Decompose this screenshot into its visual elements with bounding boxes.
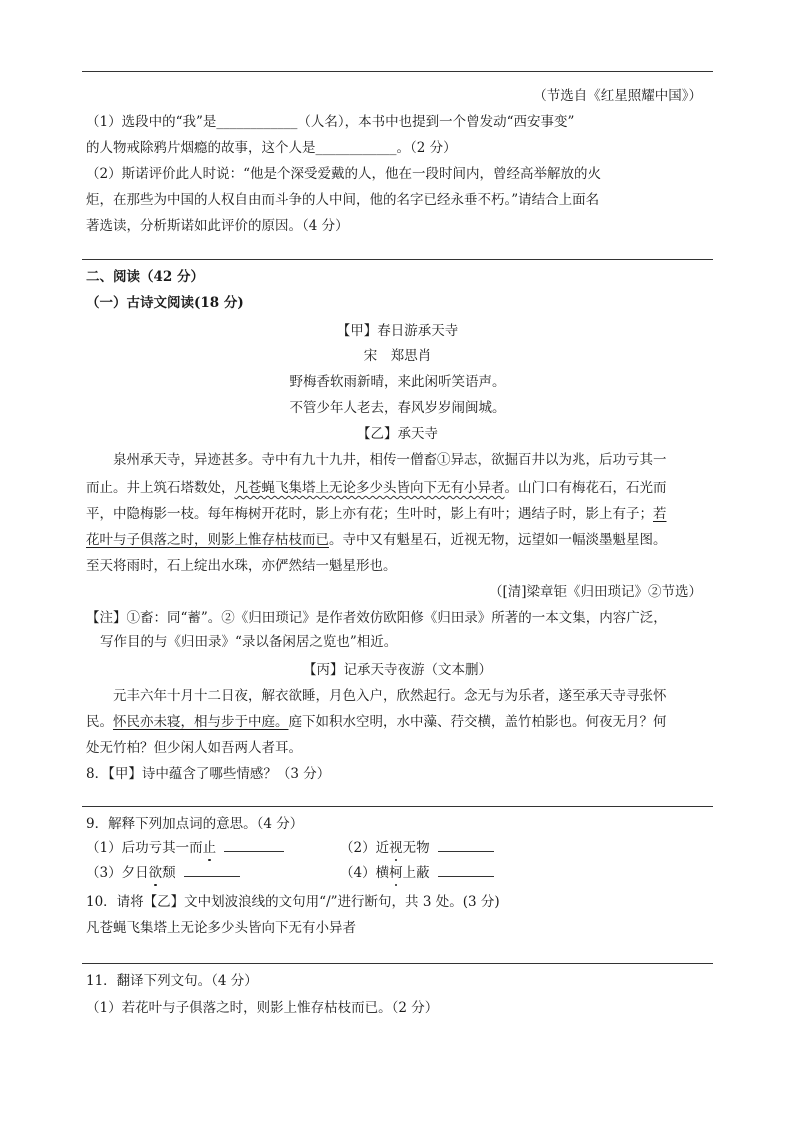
poem-jia-title: 【甲】春日游承天寺: [336, 323, 459, 339]
question-10: 10．请将【乙】文中划波浪线的文句用“/”进行断句，共 3 处。(3 分): [86, 894, 500, 910]
question-10-sentence: 凡苍蝇飞集塔上无论多少头皆向下无有小异者: [86, 920, 356, 936]
poem-jia-line-2: 不管少年人老去，春风岁岁闹闽城。: [289, 400, 506, 416]
question-9: 9．解释下列加点词的意思。（4 分）: [86, 816, 304, 832]
poem-jia-line-1: 野梅香软雨新晴，来此闲听笑语声。: [289, 374, 506, 390]
wavy-underlined-sentence: 凡苍蝇飞集塔上无论多少头皆向下无有小异者: [234, 480, 505, 496]
text-yi-title: 【乙】承天寺: [357, 426, 438, 442]
top-divider: [82, 71, 713, 72]
underlined-sentence: 花叶与子俱落之时，则影上惟存枯枝而已: [86, 532, 329, 548]
answer-blank[interactable]: [224, 841, 284, 852]
answer-blank[interactable]: [438, 841, 494, 852]
text-yi-line-4: 花叶与子俱落之时，则影上惟存枯枝而已。寺中又有魁星石，近视无物，远望如一幅淡墨魁星图。: [86, 532, 667, 548]
text-yi-line-3: 平，中隐梅影一枝。每年梅树开花时，影上亦有花；生叶时，影上有叶；遇结子时，影上有子；若: [86, 506, 667, 522]
question-2-line-3: 著选读，分析斯诺如此评价的原因。（4 分）: [86, 218, 349, 234]
text-bing-line-2: 民。怀民亦未寝，相与步于中庭。庭下如积水空明，水中藻、荇交横，盖竹柏影也。何夜无月？何: [86, 714, 667, 730]
text-yi-line-1: 泉州承天寺，异迹甚多。寺中有九十九井，相传一僧畜①异志，欲掘百井以为兆，后功亏其一: [113, 452, 667, 468]
source-citation: （节选自《红星照耀中国》）: [533, 88, 702, 104]
answer-line: [82, 806, 713, 807]
question-2-line-1: （2）斯诺评价此人时说：“他是个深受爱戴的人，他在一段时间内，曾经高举解放的火: [86, 166, 601, 182]
answer-blank[interactable]: [438, 866, 494, 877]
underlined-sentence: 怀民亦未寝，相与步于中庭。: [113, 714, 289, 730]
text-yi-note-2: 写作目的与《归田录》“录以备闲居之览也”相近。: [100, 634, 398, 650]
question-9-4: （4）横柯上蔽: [340, 866, 494, 881]
text-bing-line-3: 处无竹柏？但少闲人如吾两人者耳。: [86, 740, 302, 756]
question-9-2: （2）近视无物: [340, 841, 494, 856]
question-1-line-1: （1）选段中的“我”是____________（人名），本书中也提到一个曾发动“西安事变”: [86, 114, 575, 130]
question-1-line-2: 的人物戒除鸦片烟瘾的故事，这个人是____________。（2 分）: [86, 140, 457, 156]
text-yi-line-5: 至天将雨时，石上绽出水珠，亦俨然结一魁星形也。: [86, 558, 397, 574]
poem-jia-author: 宋 郑思肖: [363, 348, 432, 364]
text-bing-line-1: 元丰六年十月十二日夜，解衣欲睡，月色入户，欣然起行。念无与为乐者，遂至承天寺寻张怀: [113, 688, 667, 704]
question-11: 11．翻译下列文句。（4 分）: [86, 973, 258, 989]
question-8: 8．【甲】诗中蕴含了哪些情感？（3 分）: [86, 766, 331, 782]
text-bing-title: 【丙】记承天寺夜游（文本删）: [303, 662, 492, 678]
text-yi-line-2: 而止。井上筑石塔数处，凡苍蝇飞集塔上无论多少头皆向下无有小异者。山门口有梅花石，石光而: [86, 480, 667, 496]
question-9-1: （1）后功亏其一而止: [86, 841, 284, 856]
section-2-subheading: （一）古诗文阅读(18 分): [86, 295, 244, 311]
answer-blank[interactable]: [184, 866, 240, 877]
section-2-heading: 二、阅读（42 分）: [86, 269, 204, 285]
text-yi-source: （[清]梁章钜《归田琐记》②节选）: [488, 584, 702, 600]
question-2-line-2: 炬，在那些为中国的人权自由而斗争的人中间，他的名字已经永垂不朽。”请结合上面名: [86, 192, 600, 208]
answer-divider: [82, 259, 713, 260]
question-11-1: （1）若花叶与子俱落之时，则影上惟存枯枝而已。（2 分）: [86, 1000, 439, 1016]
answer-line: [82, 963, 713, 964]
question-9-3: （3）夕日欲颓: [86, 866, 240, 881]
text-yi-note-1: 【注】①畜：同“蓄”。②《归田琐记》是作者效仿欧阳修《归田录》所著的一本文集，内容广泛，: [86, 610, 667, 626]
